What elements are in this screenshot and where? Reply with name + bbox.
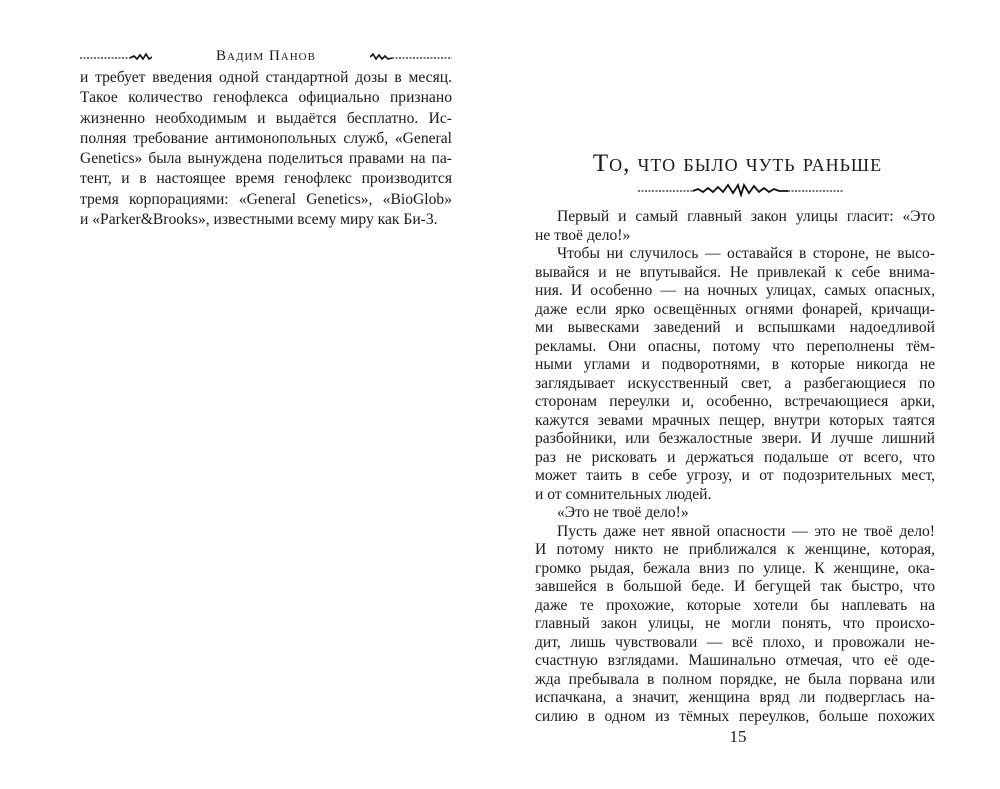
right-page-body [535, 208, 935, 726]
text-line: и от сомнительных людей. [535, 485, 712, 503]
text-line: заглядывает искусственный свет, а разбегающиеся по [535, 374, 935, 392]
text-line: даже те прохожие, которые хотели бы наплевать на [535, 596, 935, 614]
text-line: громко рыдая, бежала вниз по улице. К женщине, ока- [535, 559, 935, 577]
text-line: разбойники, или безжалостные звери. И лучше лишний [535, 430, 935, 447]
text-line: кажутся зевами мрачных пещер, внутри которых таятся [535, 411, 935, 429]
text-line: полняя требование антимонопольных служб, «General [80, 129, 452, 147]
text-line: и требует введения одной стандартной дозы в месяц. [80, 69, 452, 86]
text-line: Чтобы ни случилось — оставайся в стороне, не высо- [557, 245, 935, 262]
text-line: тент, и в настоящее время генофлекс производится [80, 170, 452, 188]
page-number: 15 [729, 727, 747, 746]
text-line: Genetics» была вынуждена поделиться правами на па- [80, 150, 452, 168]
text-line: счастную взглядами. Машинально отмечая, что её оде- [535, 652, 935, 669]
chapter-ornament-icon [638, 183, 844, 197]
chapter-title: То, что было чуть раньше [592, 150, 883, 177]
text-line: главный закон улицы, не могли понять, что происхо- [535, 615, 935, 632]
text-line: и «Parker&Brooks», известными всему миру как Би-3. [80, 211, 438, 229]
text-line: испачкана, а значит, женщина вряд ли подверглась на- [535, 689, 935, 706]
text-line: силию в одном из тёмных переулков, больше похожих [535, 707, 935, 725]
text-line: рекламы. Они опасны, потому что переполнены тём- [535, 337, 935, 355]
running-head-author: Вадим Панов [216, 48, 316, 64]
text-line: раз не рисковать и держаться подальше от всего, что [535, 448, 935, 466]
text-line: не твоё дело!» [535, 226, 631, 244]
text-line: И потому никто не приближался к женщине, которая, [535, 541, 935, 558]
running-head [80, 48, 452, 68]
text-line: жизненно необходимым и выдаётся бесплатно. Ис- [80, 109, 452, 127]
text-line: Пусть даже нет явной опасности — это не твоё дело! [557, 522, 935, 540]
text-line: Первый и самый главный закон улицы гласит: «Это [557, 208, 935, 225]
text-line: вывайся и не впутывайся. Не привлекай к себе внима- [535, 263, 935, 281]
text-line: сторонам переулки и, особенно, встречающиеся арки, [535, 393, 935, 410]
left-page-body [80, 68, 452, 230]
text-line: жда пребывала в полном порядке, не была порвана или [535, 670, 935, 688]
text-line: ными углами и подворотнями, в которые никогда не [535, 356, 935, 373]
text-line: тремя корпорациями: «General Genetics», «BioGlob» [80, 190, 452, 208]
text-line: даже если ярко освещённых огнями фонарей, кричащи- [535, 300, 935, 318]
text-line: завшейся в большой беде. И бегущей так быстро, что [535, 578, 935, 595]
text-line: «Это не твоё дело!» [557, 504, 689, 521]
ornament-right-icon [370, 52, 452, 62]
text-line: может таить в себе угрозу, и от подозрительных мест, [535, 467, 935, 484]
text-line: дит, лишь чувствовали — всё плохо, и провожали не- [535, 633, 935, 651]
text-line: Такое количество генофлекса официально признано [80, 89, 452, 107]
text-line: ния. И особенно — на ночных улицах, самых опасных, [535, 282, 935, 299]
text-line: ми вывесками заведений и вспышками надоедливой [535, 319, 935, 336]
